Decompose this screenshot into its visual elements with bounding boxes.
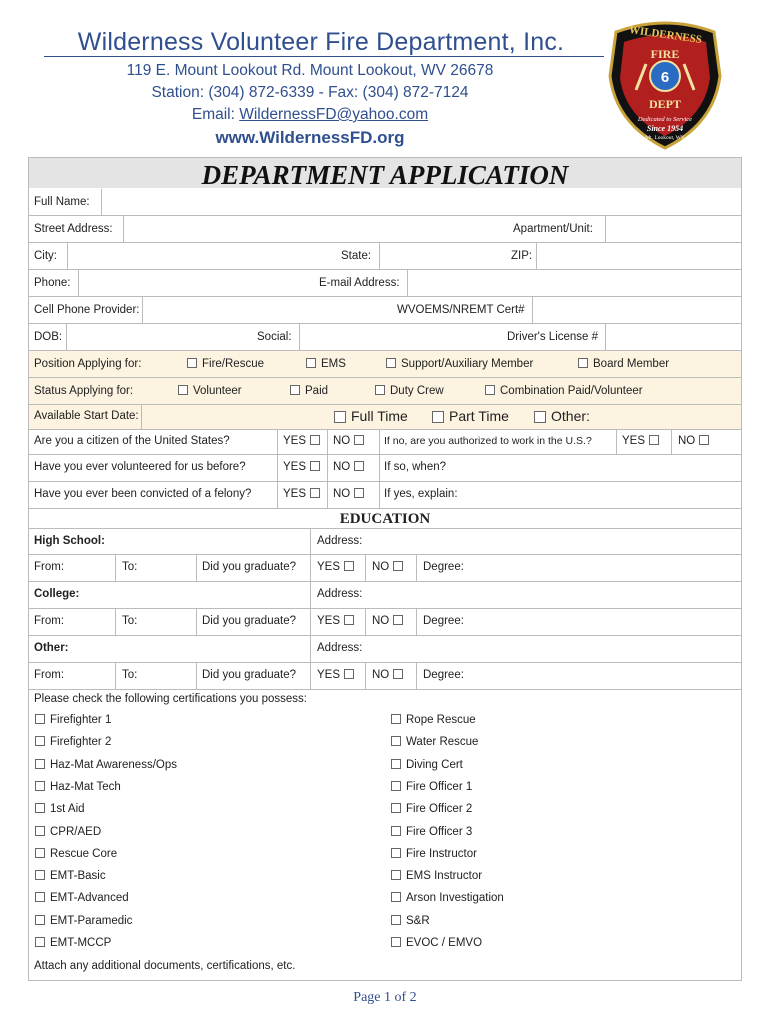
phone-row: [29, 270, 741, 297]
high-school-from-label: From:: [34, 561, 65, 573]
citizen-question: Are you a citizen of the United States?: [34, 435, 230, 447]
certification-checkbox[interactable]: EVOC / EMVO: [391, 937, 482, 949]
start-date-label: Available Start Date:: [34, 410, 139, 422]
college-graduate-label: Did you graduate?: [202, 615, 296, 627]
authorized-question: If no, are you authorized to work in the U.S.?: [384, 435, 592, 447]
certification-checkbox[interactable]: EMT-Advanced: [35, 892, 129, 904]
position-ems-checkbox[interactable]: EMS: [306, 358, 346, 370]
position-row: [29, 351, 741, 378]
position-board-checkbox[interactable]: Board Member: [578, 358, 669, 370]
other-school-address-label: Address:: [317, 642, 363, 654]
certification-checkbox[interactable]: Firefighter 2: [35, 736, 111, 748]
attach-note: Attach any additional documents, certifications, etc.: [34, 960, 296, 972]
certification-checkbox[interactable]: Firefighter 1: [35, 714, 111, 726]
form-title: DEPARTMENT APPLICATION: [29, 158, 741, 188]
dob-row: [29, 324, 741, 351]
college-yes-checkbox[interactable]: YES: [317, 615, 354, 627]
other-school-no-checkbox[interactable]: NO: [372, 669, 403, 681]
logo-motto: Dedicated to Service: [637, 116, 693, 123]
certification-checkbox[interactable]: Diving Cert: [391, 759, 463, 771]
cell-provider-input[interactable]: [142, 297, 143, 323]
certification-checkbox[interactable]: Fire Officer 3: [391, 826, 472, 838]
zip-input[interactable]: [536, 243, 537, 269]
logo-number: 6: [660, 69, 670, 86]
volunteered-question: Have you ever volunteered for us before?: [34, 461, 246, 473]
other-school-degree-label: Degree:: [423, 669, 464, 681]
high-school-label: High School:: [34, 535, 105, 547]
city-row: [29, 243, 741, 270]
certification-checkbox[interactable]: EMS Instructor: [391, 870, 482, 882]
high-school-graduate-label: Did you graduate?: [202, 561, 296, 573]
other-school-from-label: From:: [34, 669, 65, 681]
full-name-label: Full Name:: [34, 196, 90, 208]
social-input[interactable]: [299, 324, 300, 350]
authorized-yes-checkbox[interactable]: YES: [622, 435, 659, 447]
high-school-address-label: Address:: [317, 535, 363, 547]
street-address-input[interactable]: [123, 216, 124, 242]
street-address-row: [29, 216, 741, 243]
logo-fire-text: FIRE: [650, 47, 680, 61]
college-dates-row: [29, 609, 741, 636]
start-date-input[interactable]: [141, 405, 142, 429]
other-school-row: [29, 636, 741, 663]
citizen-no-checkbox[interactable]: NO: [333, 435, 364, 447]
status-volunteer-checkbox[interactable]: Volunteer: [178, 385, 242, 397]
other-school-graduate-label: Did you graduate?: [202, 669, 296, 681]
explain-label: If yes, explain:: [384, 488, 458, 500]
org-email-line: [60, 106, 560, 124]
certification-checkbox[interactable]: 1st Aid: [35, 803, 85, 815]
position-support-checkbox[interactable]: Support/Auxiliary Member: [386, 358, 533, 370]
college-to-label: To:: [122, 615, 138, 627]
citizen-row: [29, 430, 741, 455]
zip-label: ZIP:: [511, 250, 533, 262]
volunteered-yes-checkbox[interactable]: YES: [283, 461, 320, 473]
other-school-dates-row: [29, 663, 741, 690]
certification-checkbox[interactable]: Rescue Core: [35, 848, 117, 860]
city-input[interactable]: [67, 243, 68, 269]
certification-checkbox[interactable]: EMT-MCCP: [35, 937, 111, 949]
phone-label: Phone:: [34, 277, 71, 289]
felony-yes-checkbox[interactable]: YES: [283, 488, 320, 500]
certification-checkbox[interactable]: EMT-Basic: [35, 870, 106, 882]
education-heading: EDUCATION: [339, 511, 431, 527]
felony-row: [29, 482, 741, 509]
state-label: State:: [341, 250, 372, 262]
high-school-no-checkbox[interactable]: NO: [372, 561, 403, 573]
email-input[interactable]: [407, 270, 408, 296]
college-label: College:: [34, 588, 80, 600]
status-combination-checkbox[interactable]: Combination Paid/Volunteer: [485, 385, 643, 397]
authorized-no-checkbox[interactable]: NO: [678, 435, 709, 447]
start-full-time-checkbox[interactable]: Full Time: [334, 408, 408, 424]
high-school-dates-row: [29, 555, 741, 582]
street-address-label: Street Address:: [34, 223, 113, 235]
college-no-checkbox[interactable]: NO: [372, 615, 403, 627]
email-link[interactable]: WildernessFD@yahoo.com: [239, 106, 429, 123]
logo-dept-text: DEPT: [648, 97, 682, 111]
college-degree-label: Degree:: [423, 615, 464, 627]
org-name: Wilderness Volunteer Fire Department, Inc.: [77, 28, 565, 56]
drivers-license-label: Driver's License #: [507, 331, 599, 343]
position-fire-rescue-checkbox[interactable]: Fire/Rescue: [187, 358, 264, 370]
other-school-label: Other:: [34, 642, 69, 654]
certification-checkbox[interactable]: Haz-Mat Tech: [35, 781, 121, 793]
high-school-yes-checkbox[interactable]: YES: [317, 561, 354, 573]
logo-since: Since 1954: [646, 124, 684, 133]
full-name-input[interactable]: [101, 189, 102, 215]
status-label: Status Applying for:: [34, 385, 134, 397]
cell-provider-row: [29, 297, 741, 324]
full-name-row: [29, 189, 741, 216]
position-label: Position Applying for:: [34, 358, 142, 370]
certification-checkbox[interactable]: Fire Officer 1: [391, 781, 472, 793]
dob-input[interactable]: [66, 324, 67, 350]
other-school-yes-checkbox[interactable]: YES: [317, 669, 354, 681]
fire-department-badge-logo: [606, 18, 724, 150]
cert-number-label: WVOEMS/NREMT Cert#: [397, 304, 525, 316]
city-label: City:: [34, 250, 57, 262]
state-input[interactable]: [379, 243, 380, 269]
certification-checkbox[interactable]: Water Rescue: [391, 736, 478, 748]
felony-question: Have you ever been convicted of a felony?: [34, 488, 252, 500]
certification-checkbox[interactable]: Rope Rescue: [391, 714, 476, 726]
volunteered-row: [29, 455, 741, 482]
start-part-time-checkbox[interactable]: Part Time: [432, 408, 509, 424]
dob-label: DOB:: [34, 331, 63, 343]
certification-checkbox[interactable]: S&R: [391, 915, 430, 927]
status-paid-checkbox[interactable]: Paid: [290, 385, 328, 397]
apartment-label: Apartment/Unit:: [513, 223, 593, 235]
status-row: [29, 378, 741, 405]
org-phone-fax: Station: (304) 872-6339 - Fax: (304) 872-7124: [151, 84, 469, 101]
college-address-label: Address:: [317, 588, 363, 600]
certifications-prompt: Please check the following certifications you possess:: [34, 693, 307, 705]
social-label: Social:: [257, 331, 292, 343]
org-website[interactable]: www.WildernessFD.org: [215, 128, 405, 147]
cert-number-input[interactable]: [532, 297, 533, 323]
certification-checkbox[interactable]: EMT-Paramedic: [35, 915, 132, 927]
header-rule: [44, 56, 604, 57]
status-duty-crew-checkbox[interactable]: Duty Crew: [375, 385, 444, 397]
logo-place: Mt. Lookout, WV: [645, 135, 685, 141]
high-school-to-label: To:: [122, 561, 138, 573]
cell-provider-label: Cell Phone Provider:: [34, 304, 140, 316]
college-from-label: From:: [34, 615, 65, 627]
citizen-yes-checkbox[interactable]: YES: [283, 435, 320, 447]
volunteered-no-checkbox[interactable]: NO: [333, 461, 364, 473]
certification-checkbox[interactable]: Fire Instructor: [391, 848, 477, 860]
email-label: E-mail Address:: [319, 277, 400, 289]
felony-no-checkbox[interactable]: NO: [333, 488, 364, 500]
high-school-row: [29, 528, 741, 555]
certification-checkbox[interactable]: Haz-Mat Awareness/Ops: [35, 759, 177, 771]
high-school-degree-label: Degree:: [423, 561, 464, 573]
start-other-checkbox[interactable]: Other:: [534, 408, 590, 424]
certification-checkbox[interactable]: Arson Investigation: [391, 892, 504, 904]
org-address: 119 E. Mount Lookout Rd. Mount Lookout, WV 26678: [126, 62, 494, 79]
when-label: If so, when?: [384, 461, 447, 473]
phone-input[interactable]: [78, 270, 79, 296]
certification-checkbox[interactable]: CPR/AED: [35, 826, 101, 838]
other-school-to-label: To:: [122, 669, 138, 681]
logo-top-text: WILDERNESS: [628, 23, 703, 47]
drivers-license-input[interactable]: [605, 324, 606, 350]
start-date-row: [29, 405, 741, 430]
certification-checkbox[interactable]: Fire Officer 2: [391, 803, 472, 815]
page-number: Page 1 of 2: [353, 990, 417, 1005]
college-row: [29, 582, 741, 609]
email-prefix: Email:: [191, 106, 240, 123]
